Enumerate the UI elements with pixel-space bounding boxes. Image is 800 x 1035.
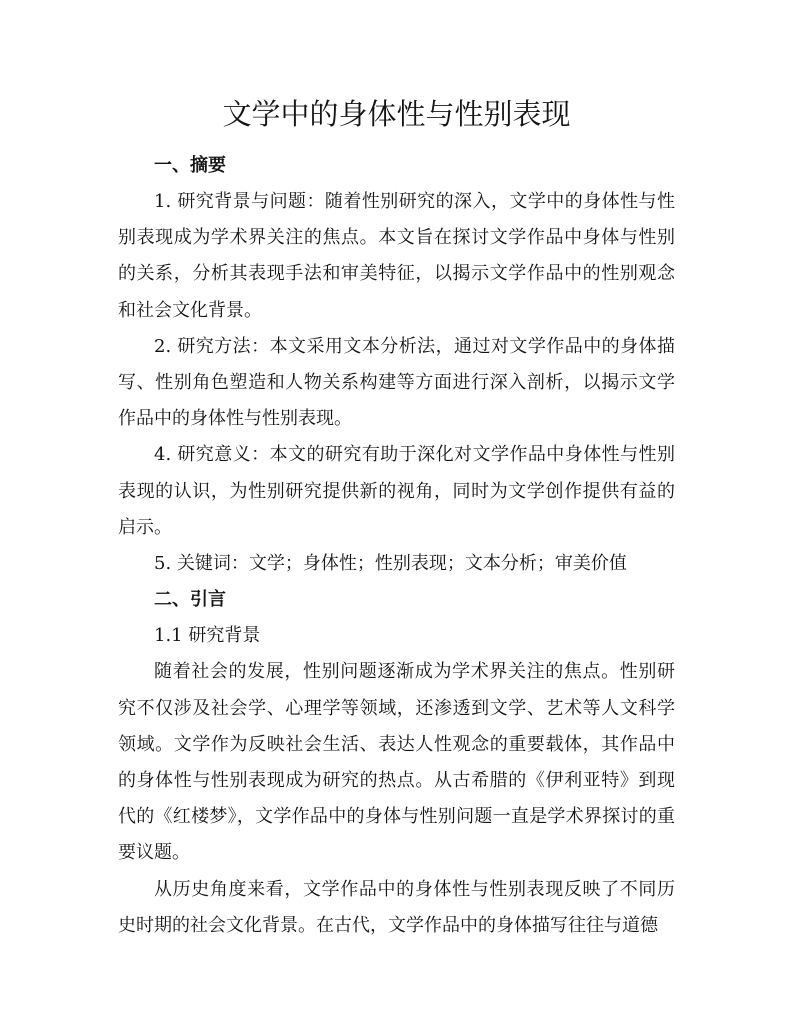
document-title: 文学中的身体性与性别表现 — [222, 97, 571, 131]
introduction-heading: 二、引言 — [154, 589, 226, 611]
introduction-subheading: 1.1 研究背景 — [154, 625, 261, 647]
abstract-item: 5. 关键词：文学；身体性；性别表现；文本分析；审美价值 — [154, 553, 627, 575]
abstract-item: 2. 研究方法：本文采用文本分析法，通过对文学作品中的身体描写、性别角色塑造和人物关系构建等方面进行深入剖析，以揭示文学作品中的身体性与性别表现。 — [118, 335, 675, 430]
abstract-item: 4. 研究意义：本文的研究有助于深化对文学作品中身体性与性别表现的认识，为性别研究提供新的视角，同时为文学创作提供有益的启示。 — [118, 444, 675, 538]
body-paragraph: 从历史角度来看，文学作品中的身体性与性别表现反映了不同历史时期的社会文化背景。在古代，文学作品中的身体描写往往与道德 — [118, 878, 675, 936]
body-paragraph: 随着社会的发展，性别问题逐渐成为学术界关注的焦点。性别研究不仅涉及社会学、心理学等领域，还渗透到文学、艺术等人文科学领域。文学作为反映社会生活、表达人性观念的重要载体，其作品中的身体性与性别表现成为研究的热点。从古希腊的《伊利亚特》到现代的《红楼梦》，文学作品中的身体与性别问题一直是学术界探讨的重要议题。 — [118, 661, 675, 864]
introduction-section — [118, 582, 675, 944]
abstract-heading: 一、摘要 — [154, 155, 226, 176]
abstract-section — [118, 148, 675, 582]
abstract-item: 1. 研究背景与问题：随着性别研究的深入，文学中的身体性与性别表现成为学术界关注的焦点。本文旨在探讨文学作品中身体与性别的关系，分析其表现手法和审美特征，以揭示文学作品中的性别观念和社会文化背景。 — [118, 191, 675, 321]
